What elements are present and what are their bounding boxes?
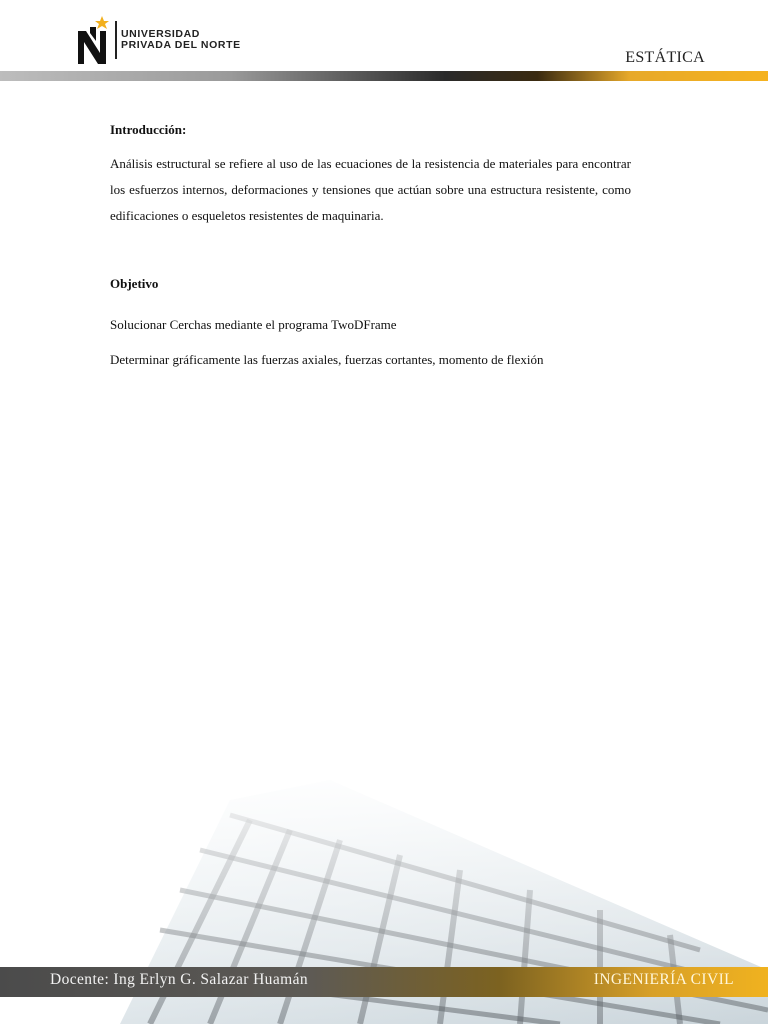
- objective-heading: Objetivo: [110, 276, 159, 291]
- logo-wordmark: [121, 29, 241, 51]
- logo-line-1: UNIVERSIDAD: [121, 28, 200, 40]
- logo-divider: [115, 21, 117, 59]
- footer-instructor: Docente: Ing Erlyn G. Salazar Huamán: [50, 971, 309, 988]
- page-header: [0, 0, 768, 82]
- university-logo: [76, 14, 241, 66]
- course-title: ESTÁTICA: [625, 49, 705, 66]
- university-n-logo-icon: [76, 15, 112, 65]
- footer-program: INGENIERÍA CIVIL: [593, 971, 734, 988]
- introduction-paragraph: Análisis estructural se refiere al uso de las ecuaciones de la resistencia de materiales para encontrar los esfuerzos internos, deformaciones y tensiones que actúan sobre una estructura resistente, como edificaciones o esqueletos resistentes de maquinaria.: [110, 156, 631, 223]
- introduction-heading: Introducción:: [110, 122, 187, 137]
- objective-item: Determinar gráficamente las fuerzas axiales, fuerzas cortantes, momento de flexión: [110, 352, 544, 367]
- logo-line-2: PRIVADA DEL NORTE: [121, 39, 241, 51]
- page-footer: [0, 967, 768, 997]
- header-gradient-bar: [0, 71, 768, 81]
- objective-item: Solucionar Cerchas mediante el programa TwoDFrame: [110, 317, 397, 332]
